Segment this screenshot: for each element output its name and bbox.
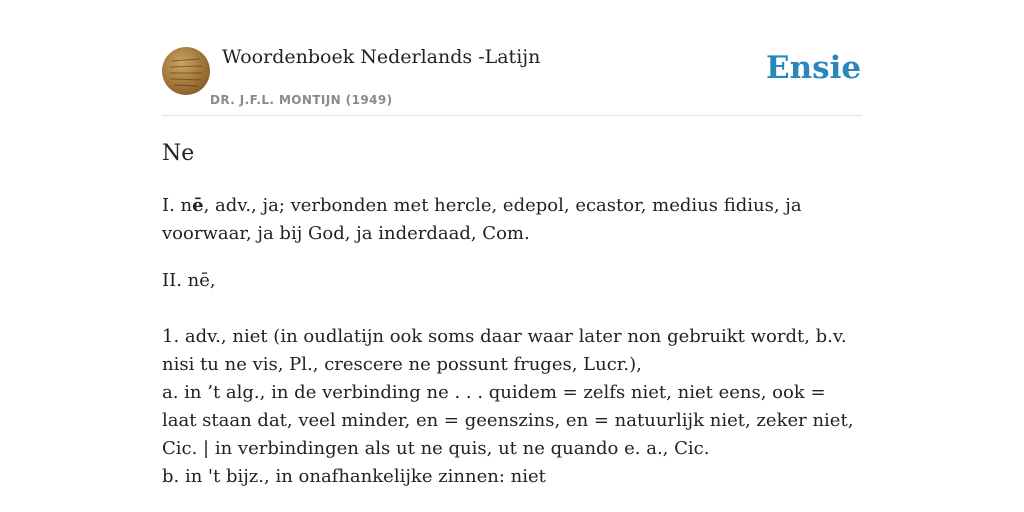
dictionary-title[interactable]: Woordenboek Nederlands -Latijn [222, 46, 541, 68]
definition-body [162, 323, 862, 491]
definition-line-1: 1. adv., niet (in oudlatijn ook soms daar waar later non gebruikt wordt, b.v. nisi tu ne vis, Pl., crescere ne possunt fruges, Lucr.), [162, 326, 847, 375]
definition-line-b: b. in 't bijz., in onafhankelijke zinnen: niet [162, 466, 546, 487]
header-divider [162, 115, 862, 116]
coin-image [162, 47, 210, 95]
entry-1-prefix: I. n [162, 195, 193, 216]
definition-entry-1 [162, 192, 862, 248]
definition-entry-2: II. nē, [162, 270, 216, 291]
entry-1-text: , adv., ja; verbonden met hercle, edepol, ecastor, medius fidius, ja voorwaar, ja bij God, ja inderdaad, Com. [162, 195, 802, 244]
page-title: Ne [162, 141, 195, 166]
entry-1-bold-letter: ē [192, 195, 204, 216]
author-label: DR. J.F.L. MONTIJN (1949) [210, 93, 393, 107]
definition-line-a: a. in ’t alg., in de verbinding ne . . . quidem = zelfs niet, niet eens, ook = laat staan dat, veel minder, en = geenszins, en = natuurlijk niet, zeker niet, Cic. | in verbindingen als ut ne quis, ut ne quando e. a., Cic. [162, 382, 854, 459]
book-cover-icon[interactable] [162, 47, 210, 95]
ensie-logo[interactable]: Ensie [766, 50, 862, 86]
